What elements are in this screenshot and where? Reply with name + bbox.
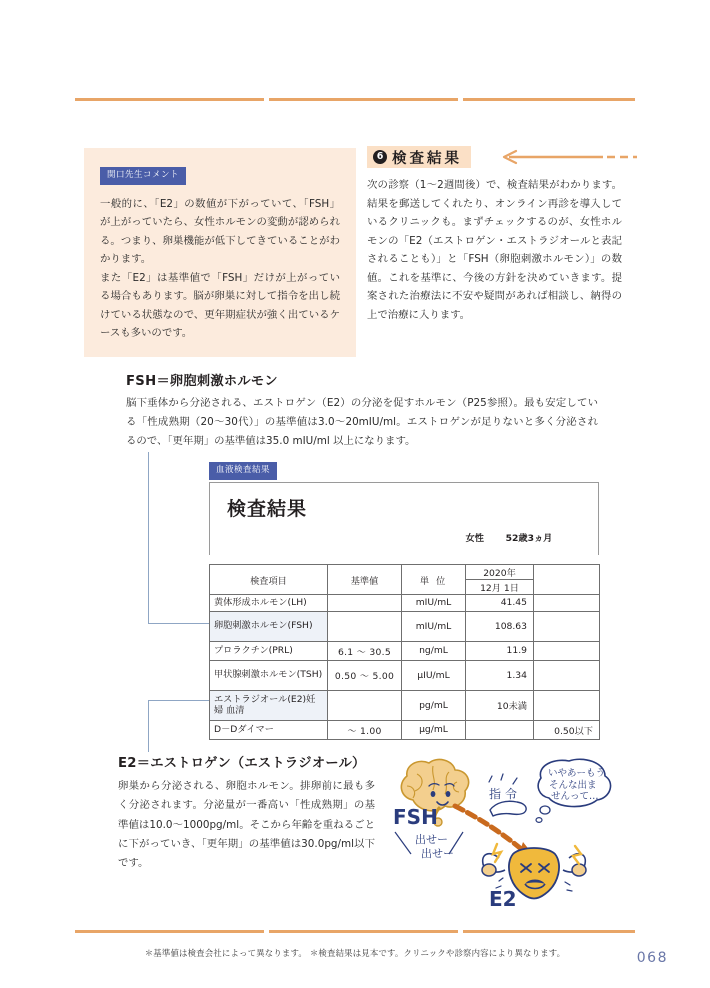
e2-body-text — [118, 777, 375, 873]
cell-value-secondary — [534, 611, 600, 641]
section-body-paragraph: 次の診察（1〜2週間後）で、検査結果がわかります。結果を郵送してくれたり、オンライン再診を導入しているクリニックも。まずチェックするのが、女性ホルモンの「E2（エストロゲン・エストラジオールと表記されることも）」と「FSH（卵胞刺激ホルモン）」の数値。これを基準に、今後の方針を決めていきます。提案された治療法に不安や疑問があれば相談し、納得の上で治療に入ります。 — [367, 179, 622, 321]
doctor-comment-box — [84, 148, 356, 357]
bubble-line-1: いやあーもう — [548, 768, 606, 779]
section-number-badge: 6 — [373, 150, 387, 164]
rule-segment — [269, 98, 458, 101]
bubble-line-3: せんって… — [551, 791, 599, 802]
rule-segment — [463, 930, 635, 933]
th-reference: 基準値 — [328, 565, 402, 595]
page-number: 068 — [636, 950, 668, 966]
e2-connector-line — [148, 700, 212, 752]
cell-value: 10未満 — [466, 690, 534, 720]
th-date-year: 2020年 — [466, 565, 534, 580]
th-date-day: 12月 1日 — [466, 580, 534, 595]
cell-test-name: 甲状腺刺激ホルモン(TSH) — [210, 660, 328, 690]
fsh-connector-line — [148, 452, 212, 624]
section-title: 検査結果 — [392, 150, 462, 167]
table-row — [210, 690, 600, 720]
cell-reference-range: ～ 1.00 — [328, 720, 402, 739]
cell-value: 41.45 — [466, 595, 534, 612]
speech-bubble — [536, 759, 611, 822]
left-arrow-dashed-icon — [495, 149, 637, 165]
rule-segment — [463, 98, 635, 101]
fsh-e2-illustration — [393, 758, 623, 923]
cell-unit: μIU/mL — [402, 660, 466, 690]
patient-sex: 女性 — [465, 533, 484, 544]
cell-value-secondary: 0.50以下 — [534, 720, 600, 739]
cell-value-secondary — [534, 641, 600, 660]
ovary-label: E2 — [489, 887, 517, 911]
fsh-body-text — [126, 394, 598, 451]
cell-test-name: 卵胞刺激ホルモン(FSH) — [210, 611, 328, 641]
fsh-heading: FSH＝卵胞刺激ホルモン — [126, 374, 278, 389]
table-row — [210, 660, 600, 690]
cell-unit: μg/mL — [402, 720, 466, 739]
rule-segment — [75, 930, 264, 933]
rule-segment — [75, 98, 264, 101]
shout-line-1: 出せー — [415, 833, 448, 846]
page-footnote: ＊基準値は検査会社によって異なります。 ＊検査結果は見本です。クリニックや診察内容により異なります。 — [144, 948, 566, 958]
cell-value-secondary — [534, 690, 600, 720]
result-card-header — [209, 482, 599, 555]
cell-test-name: D－Dダイマー — [210, 720, 328, 739]
cell-test-name: エストラジオール(E2)妊婦 血清 — [210, 690, 328, 720]
cell-value: 1.34 — [466, 660, 534, 690]
section-heading — [367, 146, 471, 168]
cell-unit: ng/mL — [402, 641, 466, 660]
section-body-text — [367, 176, 622, 324]
e2-heading: E2＝エストロゲン（エストラジオール） — [118, 756, 366, 771]
cell-reference-range — [328, 611, 402, 641]
lab-results-table — [209, 564, 600, 740]
comment-paragraph-1: 一般的に、「E2」の数値が下がっていて、「FSH」が上がっていたら、女性ホルモンの変動が認められる。つまり、卵巣機能が低下してきていることがわかります。 — [100, 197, 340, 266]
cell-value-secondary — [534, 660, 600, 690]
cell-value — [466, 720, 534, 739]
cell-value: 11.9 — [466, 641, 534, 660]
shout-line-2: 出せー — [421, 847, 454, 860]
cell-unit: mIU/mL — [402, 611, 466, 641]
top-divider-rule — [75, 98, 635, 101]
comment-paragraph-2: また「E2」は基準値で「FSH」だけが上がっている場合もあります。脳が卵巣に対して指令を出し続けている状態なので、更年期症状が強く出ているケースも多いのです。 — [100, 271, 340, 340]
bottom-divider-rule — [75, 930, 635, 933]
e2-body-paragraph: 卵巣から分泌される、卵胞ホルモン。排卵前に最も多く分泌されます。分泌量が一番高い「性成熟期」の基準値は10.0〜1000pg/ml。そこから年齢を重ねるごとに下がっていき、「更年期」の基準値は30.0pg/ml以下です。 — [118, 780, 375, 869]
th-unit: 単 位 — [402, 565, 466, 595]
cell-reference-range: 0.50 ～ 5.00 — [328, 660, 402, 690]
bubble-line-2: そんな出ま — [549, 780, 597, 791]
rule-segment — [269, 930, 458, 933]
cell-value-secondary — [534, 595, 600, 612]
cell-reference-range — [328, 595, 402, 612]
fsh-body-paragraph: 脳下垂体から分泌される、エストロゲン（E2）の分泌を促すホルモン（P25参照）。最も安定している「性成熟期（20〜30代）」の基準値は3.0〜20mIU/ml。エストロゲンが足りないと多く分泌されるので、「更年期」の基準値は35.0 mIU/ml 以上になります。 — [126, 397, 598, 448]
table-row — [210, 595, 600, 612]
doctor-comment-badge: 関口先生コメント — [100, 167, 186, 185]
cell-unit: pg/mL — [402, 690, 466, 720]
cell-reference-range — [328, 690, 402, 720]
doctor-comment-body — [100, 195, 340, 343]
table-row — [210, 641, 600, 660]
blood-test-badge: 血液検査結果 — [209, 462, 277, 480]
brain-label: FSH — [393, 805, 438, 829]
table-header-row — [210, 565, 600, 580]
cell-test-name: プロラクチン(PRL) — [210, 641, 328, 660]
result-card-title: 検査結果 — [227, 498, 308, 520]
section-heading-wrap — [367, 146, 637, 172]
th-blank — [534, 565, 600, 595]
cell-reference-range: 6.1 ～ 30.5 — [328, 641, 402, 660]
table-row — [210, 720, 600, 739]
cell-unit: mIU/mL — [402, 595, 466, 612]
command-label: 指 令 — [489, 787, 517, 801]
patient-age: 52歳3ヵ月 — [505, 533, 553, 544]
cell-test-name: 黄体形成ホルモン(LH) — [210, 595, 328, 612]
cell-value: 108.63 — [466, 611, 534, 641]
table-row — [210, 611, 600, 641]
th-item: 検査項目 — [210, 565, 328, 595]
patient-info-row — [210, 521, 598, 555]
